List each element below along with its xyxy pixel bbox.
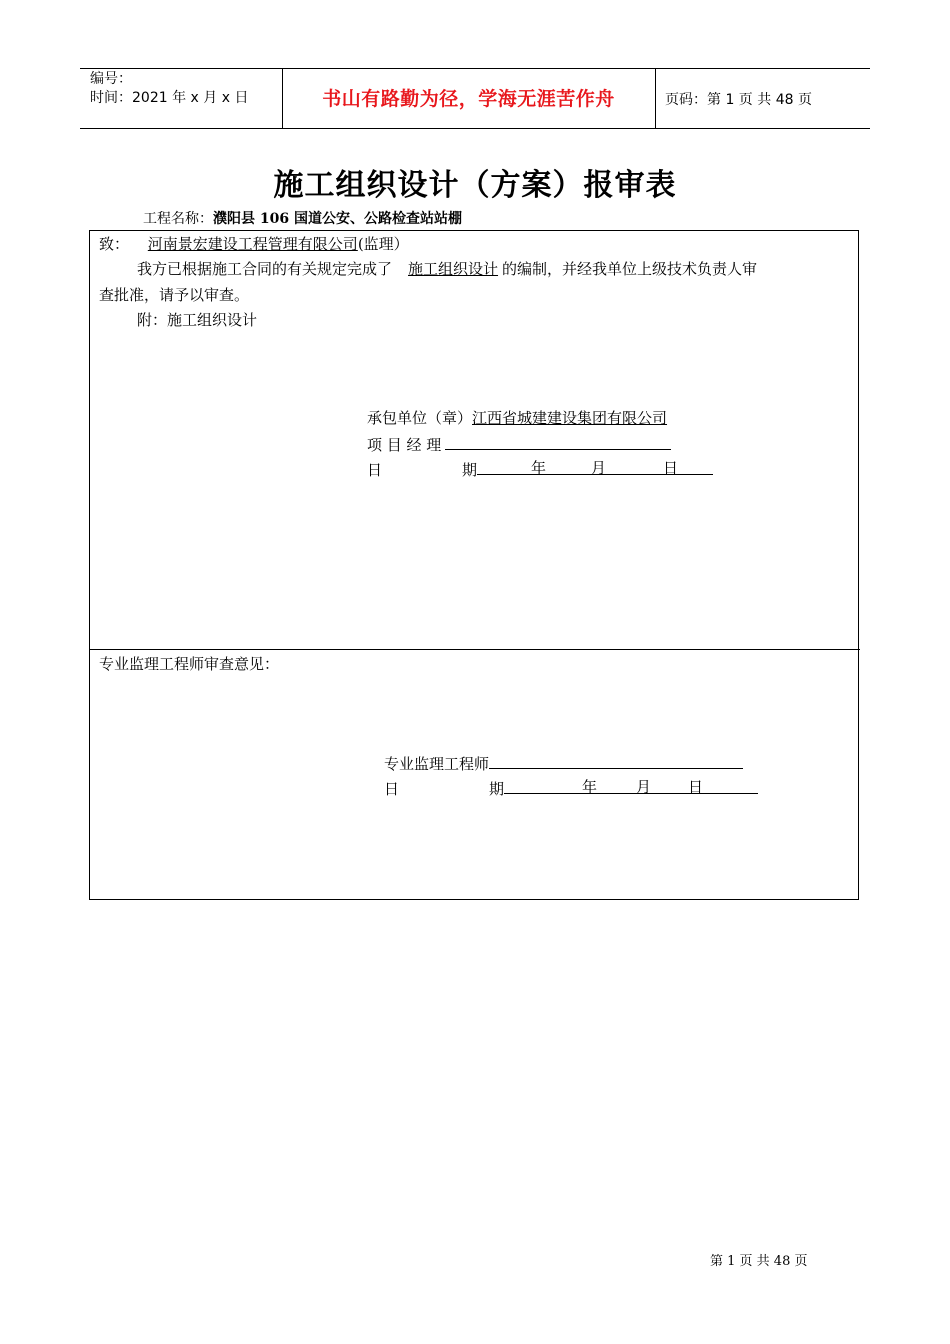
document-title: 施工组织设计（方案）报审表 (273, 168, 677, 203)
header-divider-right (655, 68, 656, 129)
header-motto: 书山有路勤为径，学海无涯苦作舟 (322, 88, 615, 110)
lower-date-line: 日 期 年 月 日 (384, 777, 758, 799)
lower-date-field[interactable]: 年 月 日 (504, 777, 758, 794)
time-label: 时间：2021 年 x 月 x 日 (90, 90, 249, 106)
header-page-info: 页码：第 1 页 共 48 页 (665, 92, 812, 108)
project-name: 濮阳县 106 国道公安、公路检查站站棚 (213, 211, 462, 227)
contractor-line (367, 408, 683, 428)
project-line (143, 208, 462, 228)
header-meta (90, 70, 248, 108)
project-label: 工程名称： (143, 211, 213, 227)
form-box (89, 230, 859, 900)
header-bottom-rule (80, 128, 870, 129)
document-type-field: 施工组织设计 (408, 260, 499, 278)
engineer-label: 专业监理工程师 (384, 755, 490, 773)
form-section-divider (89, 649, 860, 650)
upper-date-line: 日 期 年 月 日 (367, 458, 713, 480)
engineer-line (384, 752, 743, 774)
header-top-rule (80, 68, 870, 69)
contractor-name: 江西省城建建设集团有限公司 (472, 409, 668, 427)
code-label: 编号： (90, 71, 132, 87)
opinion-label: 专业监理工程师审查意见： (99, 655, 280, 673)
manager-line (367, 433, 671, 455)
request-paragraph-line1: 我方已根据施工合同的有关规定完成了 施工组织设计 的编制，并经我单位上级技术负责人审 (137, 260, 758, 278)
request-paragraph-line2: 查批准，请予以审查。 (99, 286, 250, 304)
recipient-name: 河南景宏建设工程管理有限公司 (147, 235, 358, 253)
to-label: 致： (99, 235, 130, 253)
recipient-line (99, 234, 409, 254)
contractor-label: 承包单位（章） (367, 409, 473, 427)
manager-label: 项 目 经 理 (367, 436, 442, 454)
footer-page-number: 第 1 页 共 48 页 (710, 1254, 808, 1269)
engineer-signature-field[interactable] (489, 752, 743, 769)
upper-date-field[interactable]: 年 月 日 (477, 458, 713, 475)
recipient-suffix: (监理） (357, 235, 409, 253)
manager-signature-field[interactable] (445, 433, 671, 450)
attachment-line: 附：施工组织设计 (137, 311, 258, 329)
